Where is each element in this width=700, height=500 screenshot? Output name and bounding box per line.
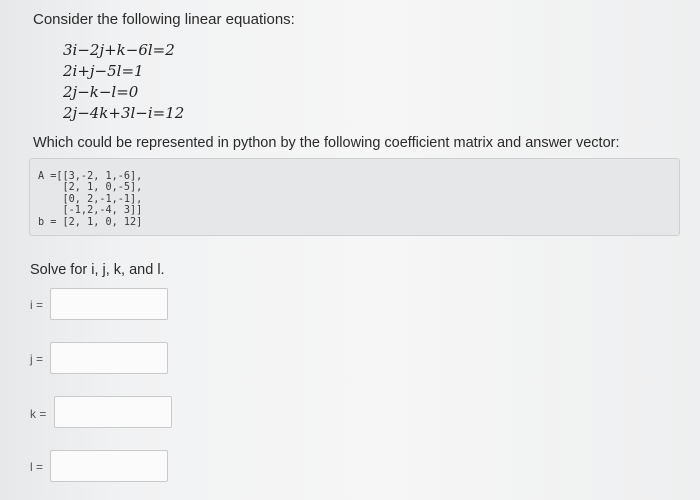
answer-row-l — [0, 449, 700, 485]
equation-3: 2j−k−l=0 — [63, 83, 139, 101]
code-line-2: [2, 1, 0,-5], — [38, 182, 143, 194]
answer-label-l: l = — [30, 460, 44, 474]
equation-4: 2j−4k+3l−i=12 — [63, 104, 185, 122]
answer-label-i: i = — [30, 298, 44, 312]
equation-1: 3i−2j+k−6l=2 — [63, 41, 175, 59]
equation-2: 2i+j−5l=1 — [63, 62, 144, 80]
answer-label-j: j = — [30, 352, 44, 366]
code-block — [29, 158, 680, 236]
answer-input-l[interactable] — [50, 450, 168, 482]
question-intro: Consider the following linear equations: — [33, 11, 295, 28]
answer-row-i — [0, 286, 700, 322]
answer-input-j[interactable] — [50, 342, 168, 374]
answer-row-k — [0, 395, 700, 431]
answer-label-k: k = — [30, 407, 47, 421]
equation-list — [63, 40, 184, 124]
code-line-1: A =[[3,-2, 1,-6], — [38, 171, 143, 182]
code-line-3: [0, 2,-1,-1], — [38, 193, 143, 205]
answer-row-j — [0, 340, 700, 376]
answer-input-i[interactable] — [50, 288, 168, 320]
answer-input-k[interactable] — [54, 396, 172, 428]
question-prompt: Which could be represented in python by the following coefficient matrix and answer vector: — [33, 135, 620, 151]
code-text — [38, 171, 142, 228]
solve-instruction: Solve for i, j, k, and l. — [30, 262, 165, 278]
code-line-5: b = [2, 1, 0, 12] — [38, 216, 143, 228]
code-line-4: [-1,2,-4, 3]] — [38, 205, 143, 217]
